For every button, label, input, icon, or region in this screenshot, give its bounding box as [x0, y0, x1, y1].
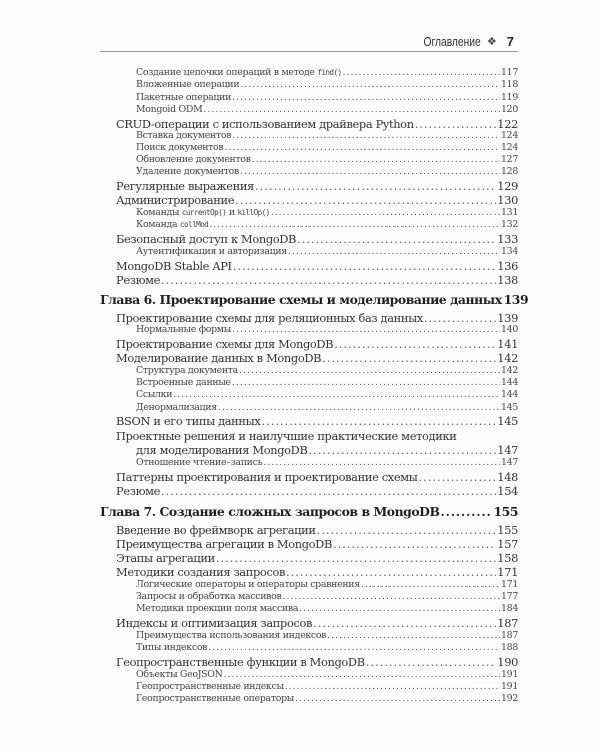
dot-leader [216, 551, 496, 565]
toc-subsection-entry [136, 603, 518, 614]
toc-entry-text: Команды [136, 207, 182, 218]
toc-entry-text: Типы индексов [136, 642, 208, 653]
toc-entry-title [116, 655, 365, 669]
header-title: Оглавление [423, 34, 481, 49]
toc-page-number: 132 [501, 219, 518, 230]
toc-page-number: 120 [501, 104, 518, 115]
toc-entry-text: Поиск документов [136, 142, 224, 153]
toc-entry-text: Ссылки [136, 389, 173, 400]
toc-page-number: 171 [497, 565, 518, 579]
toc-section-entry [116, 259, 518, 273]
toc-page-number: 187 [501, 630, 518, 641]
toc-entry-code: killOp() [237, 208, 270, 217]
dot-leader [261, 414, 496, 428]
toc-section-entry [116, 470, 518, 484]
toc-entry-text: Геопространственные функции в MongoDB [116, 655, 365, 669]
toc-page-number: 154 [497, 484, 518, 498]
toc-page-number: 188 [501, 642, 518, 653]
toc-entry-text: Создание цепочки операций в методе [136, 67, 318, 78]
toc-page-number: 147 [497, 443, 518, 457]
toc-entry-text: Запросы и обработка массивов [136, 591, 282, 602]
toc-entry-title [136, 377, 231, 388]
dot-leader [224, 142, 500, 153]
toc-entry-text: Преимущества использования индексов [136, 630, 327, 641]
toc-section-entry [116, 232, 518, 246]
dot-leader [317, 523, 497, 537]
dot-leader [263, 457, 500, 468]
toc-entry-title [100, 504, 439, 519]
toc-entry-text: Вставка документов [136, 130, 232, 141]
toc-section-entry [116, 551, 518, 565]
toc-entry-title [116, 351, 321, 365]
toc-entry-text: Структура документа [136, 365, 238, 376]
dot-leader [224, 669, 500, 680]
dot-leader [418, 470, 496, 484]
toc-entry-text: Встроенные данные [136, 377, 231, 388]
toc-page-number: 129 [497, 179, 518, 193]
toc-entry-text: Безопасный доступ к MongoDB [116, 232, 297, 246]
dot-leader [271, 207, 500, 218]
toc-subsection-entry [136, 142, 518, 153]
toc-entry-text: BSON и его типы данных [116, 414, 261, 428]
toc-subsection-entry [136, 377, 518, 388]
toc-section-entry [116, 273, 518, 287]
toc-entry-title [136, 154, 251, 165]
toc-subsection-entry [136, 324, 518, 335]
toc-entry-title [136, 630, 326, 641]
toc-section-entry [116, 193, 518, 207]
toc-section-entry [116, 117, 518, 131]
toc-entry-title [136, 681, 284, 692]
dot-leader [313, 616, 496, 630]
toc-page-number: 140 [501, 324, 518, 335]
toc-entry-title [136, 219, 208, 230]
toc-entry-text: Администрирование [116, 193, 235, 207]
dot-leader [208, 642, 500, 653]
toc-subsection-entry [136, 591, 518, 602]
toc-entry-text: Геопространственные индексы [136, 681, 284, 692]
toc-page-number: 155 [493, 504, 518, 519]
dot-leader [203, 104, 500, 115]
toc-page-number: 187 [497, 616, 518, 630]
toc-entry-text: Проектирование схемы для MongoDB [116, 337, 334, 351]
toc-page-number: 131 [501, 207, 518, 218]
toc-entry-title [116, 470, 417, 484]
toc-entry-title [116, 311, 423, 325]
dot-leader [233, 259, 497, 273]
toc-entry-title [116, 232, 296, 246]
toc-subsection-entry [136, 693, 518, 704]
toc-entry-title [136, 579, 360, 590]
toc-entry-text: Методики проекции поля массива [136, 603, 299, 614]
toc-page-number: 130 [497, 193, 518, 207]
toc-entry-title [136, 693, 294, 704]
toc-entry-text: Глава 7. Создание сложных запросов в MongoDB [100, 504, 440, 519]
toc-entry-title [116, 414, 260, 428]
toc-section-entry [116, 311, 518, 325]
dot-leader [282, 591, 500, 602]
toc-entry-title [116, 179, 254, 193]
toc-page-number: 124 [501, 130, 518, 141]
toc-page-number: 155 [497, 523, 518, 537]
dot-leader [232, 324, 500, 335]
toc-entry-text: Нормальные формы [136, 324, 231, 335]
toc-section-entry [116, 484, 518, 498]
toc-entry-title [116, 537, 332, 551]
dot-leader [218, 402, 500, 413]
dot-leader [239, 365, 500, 376]
toc-page-number: 145 [497, 414, 518, 428]
toc-entry-title [136, 92, 231, 103]
toc-page-number: 144 [501, 389, 518, 400]
toc-entry-title [136, 79, 239, 90]
toc-entry-title [136, 669, 223, 680]
toc-page-number: 142 [497, 351, 518, 365]
toc-subsection-entry [136, 402, 518, 413]
toc-page-number: 171 [501, 579, 518, 590]
running-header [100, 32, 518, 52]
toc-entry-title [136, 166, 239, 177]
toc-entry-title [116, 117, 414, 131]
toc-subsection-entry [136, 154, 518, 165]
toc-entry-title [136, 142, 223, 153]
toc-entry-title [116, 484, 160, 498]
dot-leader [285, 681, 500, 692]
dot-leader [240, 79, 500, 90]
toc-page-number: 148 [497, 470, 518, 484]
toc-page-number: 139 [503, 292, 529, 307]
dot-leader [235, 193, 496, 207]
toc-subsection-entry [136, 630, 518, 641]
dot-leader [161, 484, 496, 498]
toc-page-number: 119 [501, 92, 518, 103]
toc-page-number: 136 [497, 259, 518, 273]
toc-page-number: 147 [501, 457, 518, 468]
toc-page-number: 158 [497, 551, 518, 565]
toc-subsection-entry [136, 457, 518, 468]
dot-leader [361, 579, 500, 590]
dot-leader [255, 179, 496, 193]
toc-section-entry [116, 351, 518, 365]
toc-subsection-entry [136, 104, 518, 115]
toc-section-entry [116, 523, 518, 537]
toc-chapter-entry [100, 292, 529, 307]
toc-subsection-entry [136, 130, 518, 141]
toc-page-number: 142 [501, 365, 518, 376]
dot-leader [232, 130, 500, 141]
toc-entry-title [136, 457, 262, 468]
toc-entry-text: для моделирования MongoDB [136, 443, 308, 457]
toc-section-entry [116, 616, 518, 630]
toc-entry-text: Проектные решения и наилучшие практические методики [116, 429, 457, 443]
toc-entry-text: Логические операторы и операторы сравнения [136, 579, 360, 590]
toc-entry-text: Методики создания запросов [116, 565, 286, 579]
toc-entry-text: Проектирование схемы для реляционных баз данных [116, 311, 423, 325]
toc-entry-text: Моделирование данных в MongoDB [116, 351, 322, 365]
toc-entry-title [116, 616, 312, 630]
toc-page-number: 124 [501, 142, 518, 153]
toc-entry-title [136, 246, 287, 257]
toc-section-entry [116, 179, 518, 193]
toc-section-entry [116, 337, 518, 351]
toc-subsection-entry [136, 207, 518, 218]
toc-entry-text: MongoDB Stable API [116, 259, 232, 273]
dot-leader [299, 603, 500, 614]
dot-leader [424, 311, 496, 325]
toc-entry-title [116, 523, 316, 537]
toc-entry-text: Этапы агрегации [116, 551, 215, 565]
toc-subsection-entry [136, 219, 518, 230]
toc-subsection-entry [136, 246, 518, 257]
toc-page-number: 191 [501, 681, 518, 692]
dot-leader [240, 166, 500, 177]
toc-subsection-entry [136, 92, 518, 103]
toc-page-number: 191 [501, 669, 518, 680]
toc-entry-title [116, 193, 234, 207]
toc-page-number: 145 [501, 402, 518, 413]
dot-leader [252, 154, 500, 165]
toc-subsection-entry [136, 389, 518, 400]
toc-entry-text: Геопространственные операторы [136, 693, 294, 704]
dot-leader [161, 273, 496, 287]
toc-page-number: 122 [497, 117, 518, 131]
toc-page-number: 118 [501, 79, 518, 90]
toc-subsection-entry [136, 579, 518, 590]
toc-page-number: 192 [501, 693, 518, 704]
toc-entry-text: Обновление документов [136, 154, 251, 165]
toc-page-number: 139 [497, 311, 518, 325]
toc-entry-text: Команда [136, 219, 180, 230]
toc-chapter-entry [100, 504, 518, 519]
toc-entry-text: Резюме [116, 273, 161, 287]
toc-section-entry [116, 414, 518, 428]
toc-entry-title [136, 603, 298, 614]
toc-entry-text: Преимущества агрегации в MongoDB [116, 537, 332, 551]
toc-entry-text: Пакетные операции [136, 92, 232, 103]
toc-entry-title [116, 337, 333, 351]
toc-page-number: 133 [497, 232, 518, 246]
dot-leader [327, 630, 500, 641]
toc-entry-title [116, 551, 215, 565]
dot-leader [322, 351, 496, 365]
toc-page-number: 184 [501, 603, 518, 614]
toc-entry-text: Денормализация [136, 402, 217, 413]
toc-subsection-entry [136, 67, 518, 78]
toc-entry-title [136, 67, 342, 78]
dot-leader [295, 693, 500, 704]
toc-entry-title [136, 402, 217, 413]
toc-entry-text: Регулярные выражения [116, 179, 254, 193]
toc-page-number: 127 [501, 154, 518, 165]
toc-section-entry [116, 537, 518, 551]
page-number: 7 [506, 34, 514, 49]
toc-entry-title [136, 389, 172, 400]
toc-page-number: 144 [501, 377, 518, 388]
toc-entry-text: Отношение чтение–запись [136, 457, 263, 468]
dot-leader [288, 246, 500, 257]
toc-entry-text: Индексы и оптимизация запросов [116, 616, 313, 630]
toc-page-number: 138 [497, 273, 518, 287]
toc-subsection-entry [136, 681, 518, 692]
toc-entry-title [136, 591, 281, 602]
toc-entry-title [136, 207, 270, 218]
toc-entry-text: Введение во фреймворк агрегации [116, 523, 316, 537]
toc-entry-text: Глава 6. Проектирование схемы и моделирование данных [100, 292, 502, 307]
toc-page-number: 141 [497, 337, 518, 351]
toc-entry-code: currentOp() [181, 208, 227, 217]
toc-entry-title [116, 565, 285, 579]
toc-section-entry [116, 429, 518, 443]
toc-section-entry [116, 655, 518, 669]
toc-entry-title [100, 292, 502, 307]
toc-subsection-entry [136, 642, 518, 653]
dot-leader [173, 389, 500, 400]
toc-subsection-entry [136, 365, 518, 376]
dot-leader [334, 337, 496, 351]
toc-entry-title [136, 642, 207, 653]
toc-entry-text: Mongoid ODM [136, 104, 203, 115]
toc-entry-text: и [226, 207, 238, 218]
dot-leader [286, 565, 496, 579]
toc-section-entry [136, 443, 518, 457]
toc-entry-title [136, 130, 231, 141]
dot-leader [440, 504, 492, 519]
toc-entry-text: Удаление документов [136, 166, 239, 177]
dot-leader [297, 232, 496, 246]
dot-leader [232, 92, 500, 103]
toc-entry-text: Резюме [116, 484, 161, 498]
toc-page-number: 177 [501, 591, 518, 602]
dot-leader [308, 443, 496, 457]
toc-page-number: 190 [497, 655, 518, 669]
toc-entry-title [136, 324, 231, 335]
dot-leader [232, 377, 500, 388]
toc-subsection-entry [136, 79, 518, 90]
toc-section-entry [116, 565, 518, 579]
toc-page-number: 157 [497, 537, 518, 551]
toc-entry-title [136, 443, 307, 457]
dot-leader [415, 117, 497, 131]
toc-subsection-entry [136, 669, 518, 680]
dot-leader [209, 219, 500, 230]
toc-page-number: 128 [501, 166, 518, 177]
toc-entry-code: collMod [179, 220, 209, 229]
toc-entry-text: CRUD-операции с использованием драйвера Python [116, 117, 414, 131]
toc-entry-text: Объекты GeoJSON [136, 669, 223, 680]
toc-entry-title [116, 259, 232, 273]
diamond-ornament-icon: ❖ [486, 36, 497, 48]
toc-entry-title [136, 104, 202, 115]
toc-entry-title [136, 365, 238, 376]
toc-entry-text: Аутентификация и авторизация [136, 246, 287, 257]
dot-leader [366, 655, 497, 669]
toc-subsection-entry [136, 166, 518, 177]
toc-page-number: 117 [501, 67, 518, 78]
dot-leader [333, 537, 496, 551]
toc-entry-code: find() [317, 68, 342, 77]
toc-entry-title [116, 429, 456, 443]
dot-leader [343, 67, 500, 78]
toc-page-number: 134 [501, 246, 518, 257]
header-content [411, 34, 514, 49]
toc-entry-text: Паттерны проектирования и проектирование схемы [116, 470, 418, 484]
toc-entry-title [116, 273, 160, 287]
toc-entry-text: Вложенные операции [136, 79, 240, 90]
